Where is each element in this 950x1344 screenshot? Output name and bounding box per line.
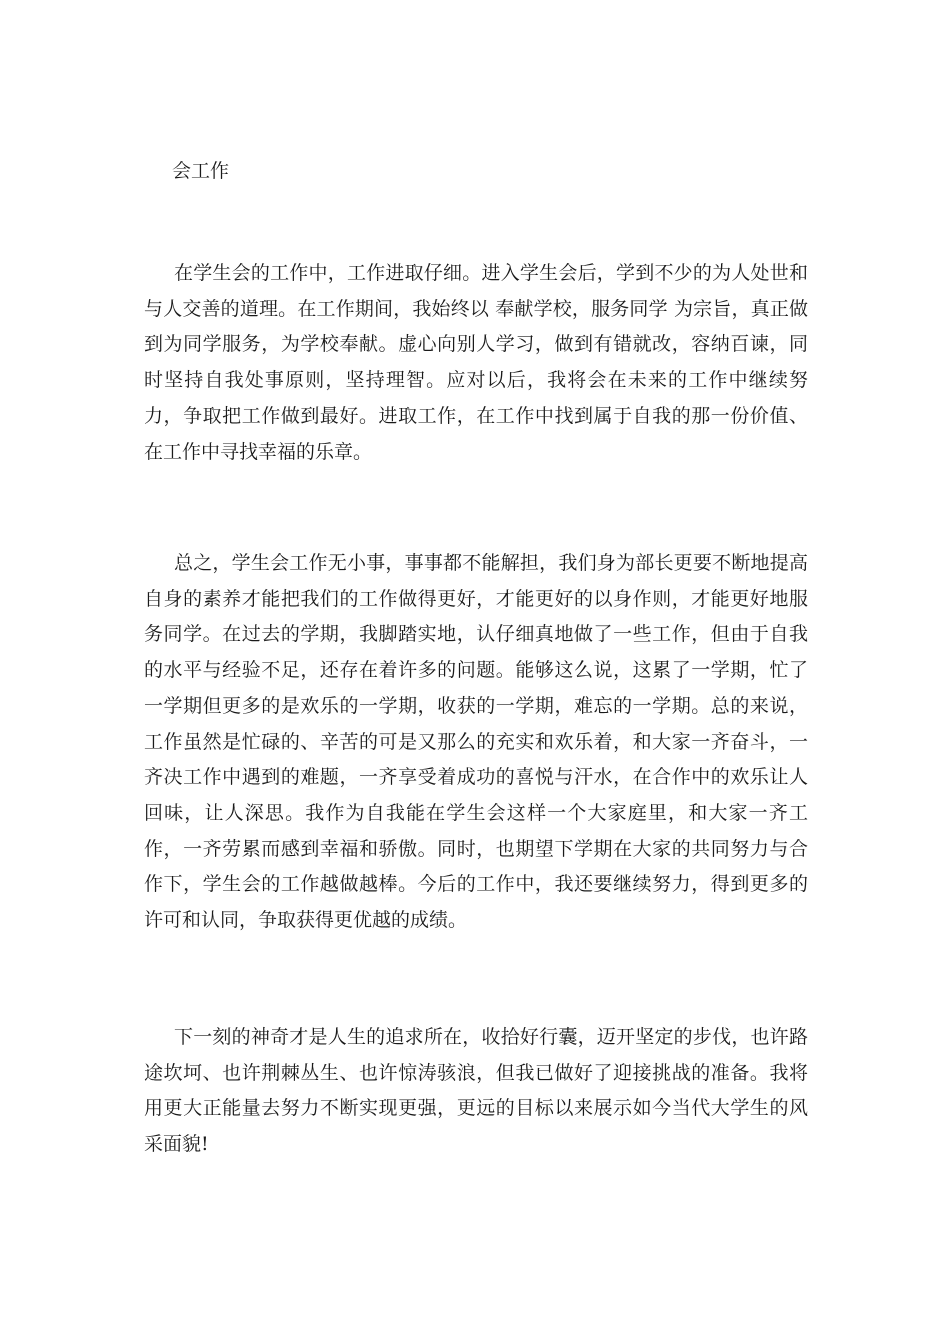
paragraph-outlook: 下一刻的神奇才是人生的追求所在，收拾好行囊，迈开坚定的步伐，也许路途坎坷、也许荆棘丛生、也许惊涛骇浪，但我已做好了迎接挑战的准备。我将用更大正能量去努力不断实现更强，更远的目标以来展示如今当代大学生的风采面貌!: [144, 1026, 808, 1156]
paragraph-summary: 总之，学生会工作无小事，事事都不能解担，我们身为部长更要不断地提高自身的素养才能把我们的工作做得更好，才能更好的以身作则，才能更好地服务同学。在过去的学期，我脚踏实地，认仔细真地做了一些工作，但由于自我的水平与经验不足，还存在着许多的问题。能够这么说，这累了一学期，忙了一学期但更多的是欢乐的一学期，收获的一学期，难忘的一学期。总的来说，工作虽然是忙碌的、辛苦的可是又那么的充实和欢乐着，和大家一齐奋斗，一齐决工作中遇到的难题，一齐享受着成功的喜悦与汗水，在合作中的欢乐让人回味，让人深思。我作为自我能在学生会这样一个大家庭里，和大家一齐工作，一齐劳累而感到幸福和骄傲。同时，也期望下学期在大家的共同努力与合作下，学生会的工作越做越棒。今后的工作中，我还要继续努力，得到更多的许可和认同，争取获得更优越的成绩。: [144, 552, 808, 932]
section-heading: 会工作: [172, 160, 230, 182]
paragraph-work-attitude: 在学生会的工作中，工作进取仔细。进入学生会后，学到不少的为人处世和与人交善的道理。在工作期间，我始终以 奉献学校，服务同学 为宗旨，真正做到为同学服务，为学校奉献。虚心向别人学习，做到有错就改，容纳百谏，同时坚持自我处事原则，坚持理智。应对以后，我将会在未来的工作中继续努力，争取把工作做到最好。进取工作，在工作中找到属于自我的那一份价值、在工作中寻找幸福的乐章。: [144, 262, 808, 463]
